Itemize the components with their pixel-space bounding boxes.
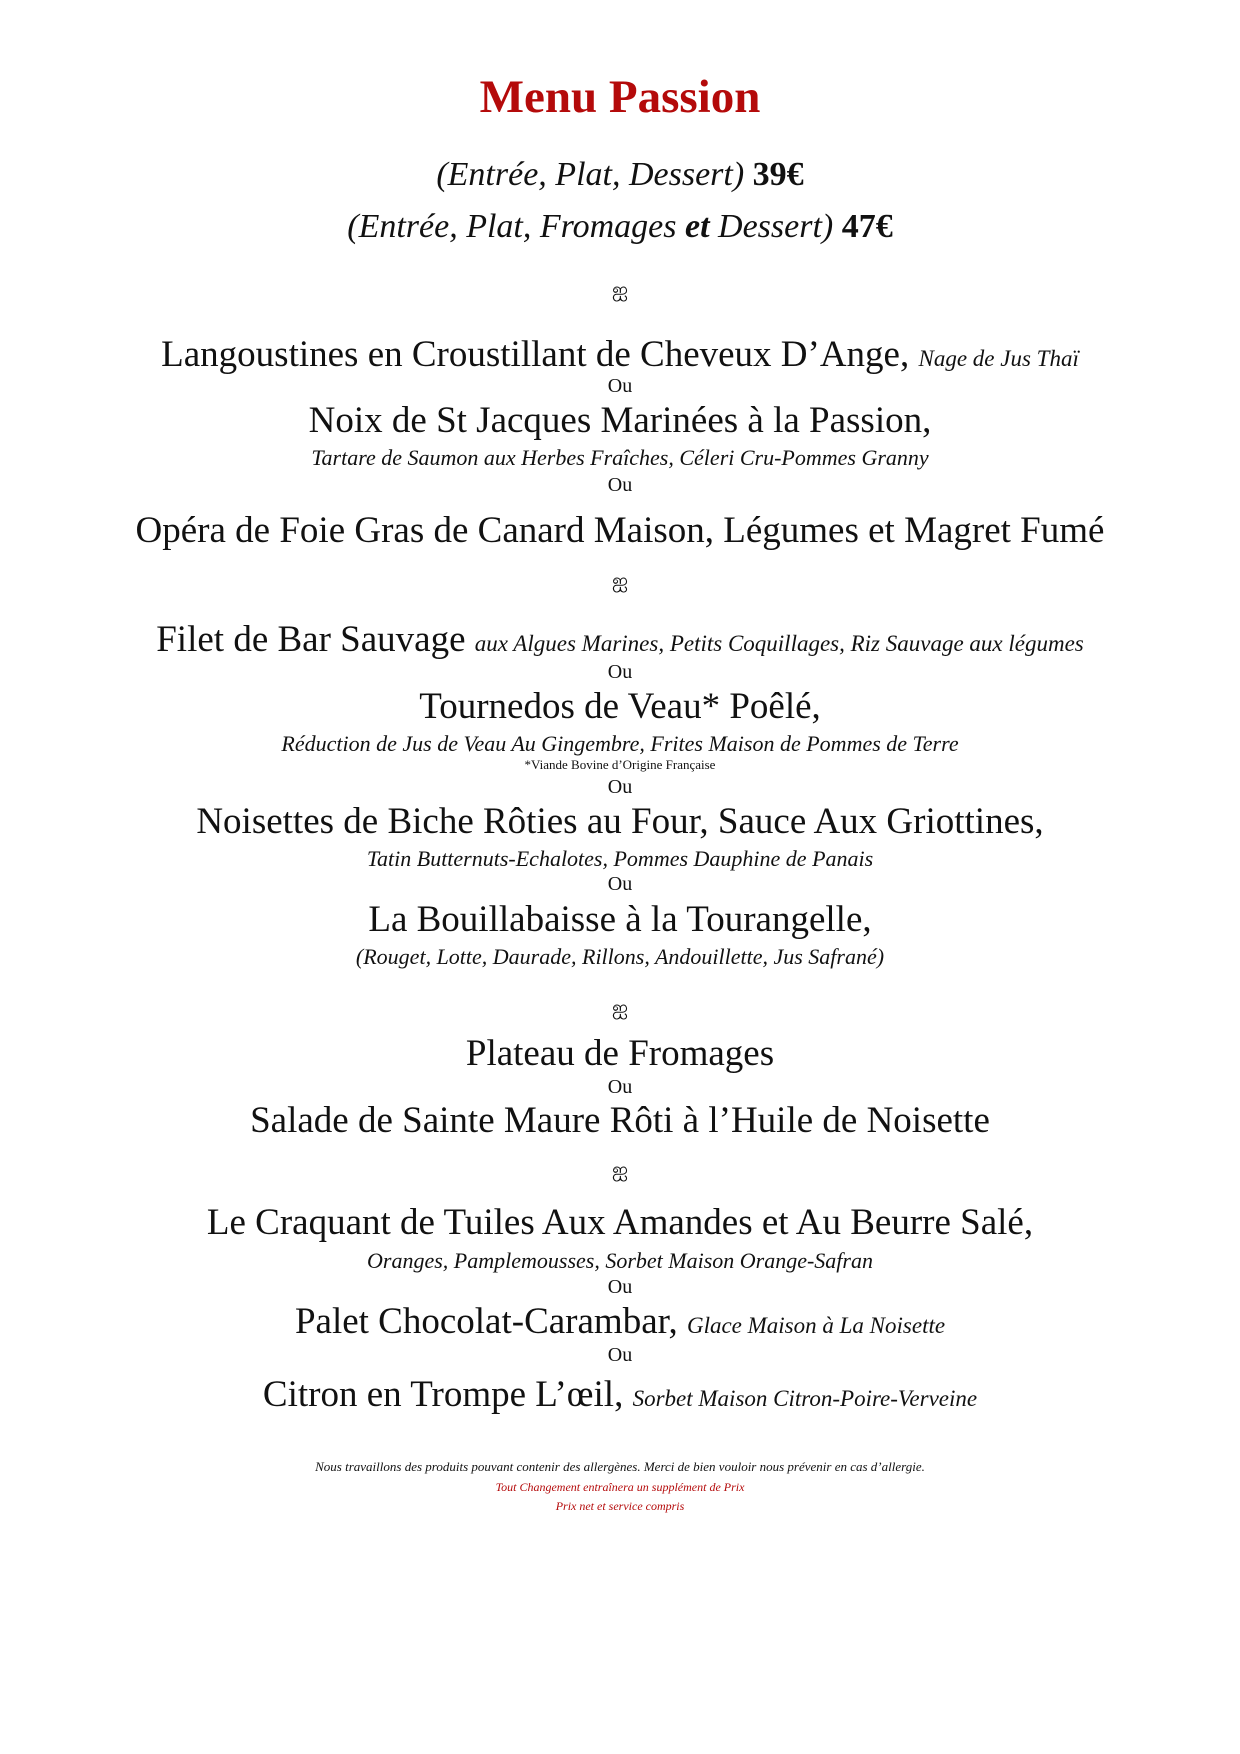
formula-four-courses [0,210,1240,244]
dish-description: Tatin Butternuts-Echalotes, Pommes Dauphine de Panais [366,846,874,871]
plat-bar-sauvage [0,621,1240,658]
plat-noisettes-biche: Noisettes de Biche Rôties au Four, Sauce Aux Griottines, [196,801,1044,842]
dessert-citron [0,1376,1240,1413]
entree-langoustines [0,336,1240,373]
ornament-divider: ஐ [611,570,629,592]
formula-label: (Entrée, Plat, Dessert) [436,156,745,193]
dish-name: Filet de Bar Sauvage [156,619,466,660]
dish-name: Langoustines en Croustillant de Cheveux D’Ange, [161,334,910,375]
origin-note: *Viande Bovine d’Origine Française [524,757,716,772]
entree-foie-gras: Opéra de Foie Gras de Canard Maison, Légumes et Magret Fumé [135,510,1105,551]
fromage-plateau: Plateau de Fromages [465,1033,775,1074]
or-separator: Ou [607,1076,633,1098]
plat-bouillabaisse: La Bouillabaisse à la Tourangelle, [368,899,872,940]
ornament-divider: ஐ [611,279,629,301]
dish-description: (Rouget, Lotte, Daurade, Rillons, Andouillette, Jus Safrané) [355,944,885,969]
dish-accompaniment: Glace Maison à La Noisette [686,1313,946,1338]
or-separator: Ou [607,474,633,496]
allergen-notice: Nous travaillons des produits pouvant contenir des allergènes. Merci de bien vouloir nous prévenir en cas d’allergie. [315,1459,925,1474]
dish-description: Tartare de Saumon aux Herbes Fraîches, Céleri Cru-Pommes Granny [311,445,929,470]
dish-name: Citron en Trompe L’œil, [262,1374,624,1415]
dish-accompaniment: Nage de Jus Thaï [918,346,1079,371]
entree-st-jacques: Noix de St Jacques Marinées à la Passion, [308,400,932,441]
dessert-craquant: Le Craquant de Tuiles Aux Amandes et Au Beurre Salé, [206,1202,1034,1243]
or-separator: Ou [607,776,633,798]
dish-accompaniment: aux Algues Marines, Petits Coquillages, Riz Sauvage aux légumes [474,631,1084,656]
dish-description: Oranges, Pamplemousses, Sorbet Maison Orange-Safran [367,1248,873,1273]
formula-price: 39€ [752,156,804,193]
formula-price: 47€ [841,208,893,245]
or-separator: Ou [607,873,633,895]
ornament-divider: ஐ [611,997,629,1019]
fromage-sainte-maure: Salade de Sainte Maure Rôti à l’Huile de Noisette [250,1100,990,1141]
plat-tournedos: Tournedos de Veau* Poêlé, [419,686,821,727]
formula-label-et: et [684,208,710,245]
change-notice: Tout Changement entraînera un supplément de Prix [495,1480,745,1494]
price-notice: Prix net et service compris [555,1499,685,1513]
dish-name: Palet Chocolat-Carambar, [294,1301,678,1342]
formula-label-b: Dessert) [718,208,834,245]
or-separator: Ou [607,661,633,683]
formula-label-a: (Entrée, Plat, Fromages [347,208,677,245]
dish-description: Réduction de Jus de Veau Au Gingembre, Frites Maison de Pommes de Terre [281,731,959,756]
dessert-palet-chocolat [0,1303,1240,1340]
ornament-divider: ஐ [611,1159,629,1181]
formula-three-courses [0,158,1240,192]
page-title: Menu Passion [479,71,761,123]
or-separator: Ou [607,1344,633,1366]
dish-accompaniment: Sorbet Maison Citron-Poire-Verveine [632,1386,978,1411]
or-separator: Ou [607,375,633,397]
or-separator: Ou [607,1276,633,1298]
